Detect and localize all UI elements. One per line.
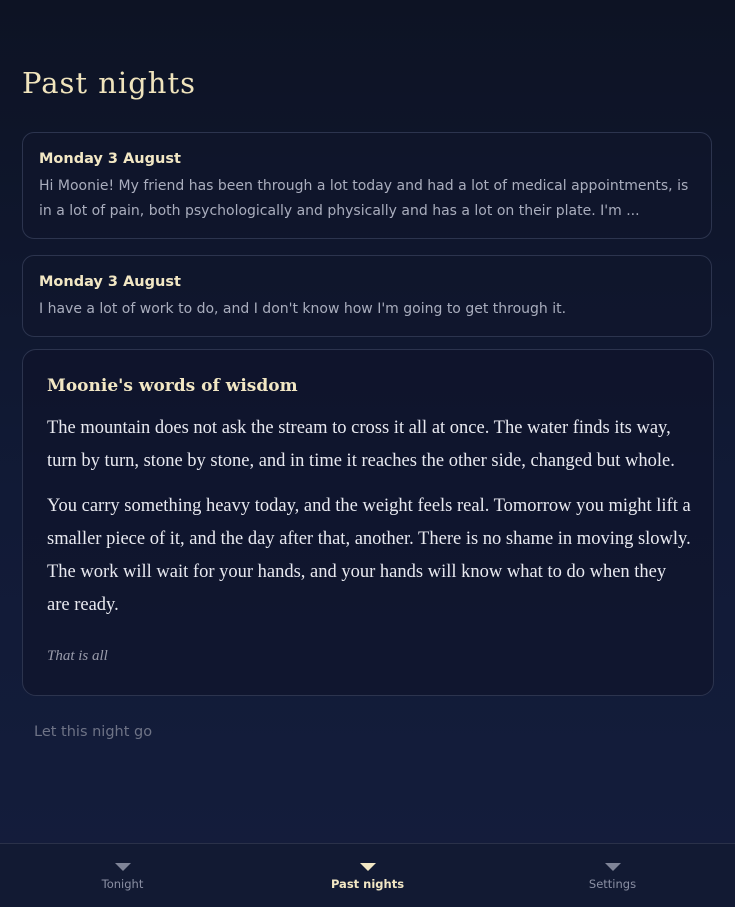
wisdom-signoff: That is all (47, 648, 108, 664)
entry-date: Monday 3 August (39, 151, 181, 167)
wisdom-paragraph: The mountain does not ask the stream to cross it all at once. The water finds its way, turn by turn, stone by stone, and in time it reaches the other side, changed but whole. (47, 418, 675, 471)
triangle-down-icon (115, 863, 131, 871)
wisdom-paragraph: You carry something heavy today, and the weight feels real. Tomorrow you might lift a smaller piece of it, and the day after that, another. There is no shame in moving slowly. The work will wait for your hands, and your hands will know what to do when they are ready. (47, 496, 691, 615)
let-night-go-button[interactable]: Let this night go (34, 724, 153, 740)
page-title: Past nights (22, 66, 196, 100)
entry-card[interactable] (22, 255, 712, 337)
entry-preview: I have a lot of work to do, and I don't know how I'm going to get through it. (39, 301, 567, 317)
triangle-down-icon (605, 863, 621, 871)
triangle-down-icon (360, 863, 376, 871)
tab-tonight[interactable] (0, 844, 245, 907)
entry-preview: Hi Moonie! My friend has been through a lot today and had a lot of medical appointments, is in a lot of pain, both psychologically and physically and has a lot on their plate. I'm ... (39, 178, 689, 219)
wisdom-card (22, 349, 714, 696)
tab-label: Settings (588, 877, 637, 891)
entry-date: Monday 3 August (39, 274, 181, 290)
tab-settings[interactable] (490, 844, 735, 907)
wisdom-title: Moonie's words of wisdom (47, 376, 298, 396)
entry-card[interactable] (22, 132, 712, 239)
bottom-nav (0, 843, 735, 907)
tab-label: Past nights (330, 877, 405, 891)
tab-past-nights[interactable] (245, 844, 490, 907)
tab-label: Tonight (101, 877, 144, 891)
